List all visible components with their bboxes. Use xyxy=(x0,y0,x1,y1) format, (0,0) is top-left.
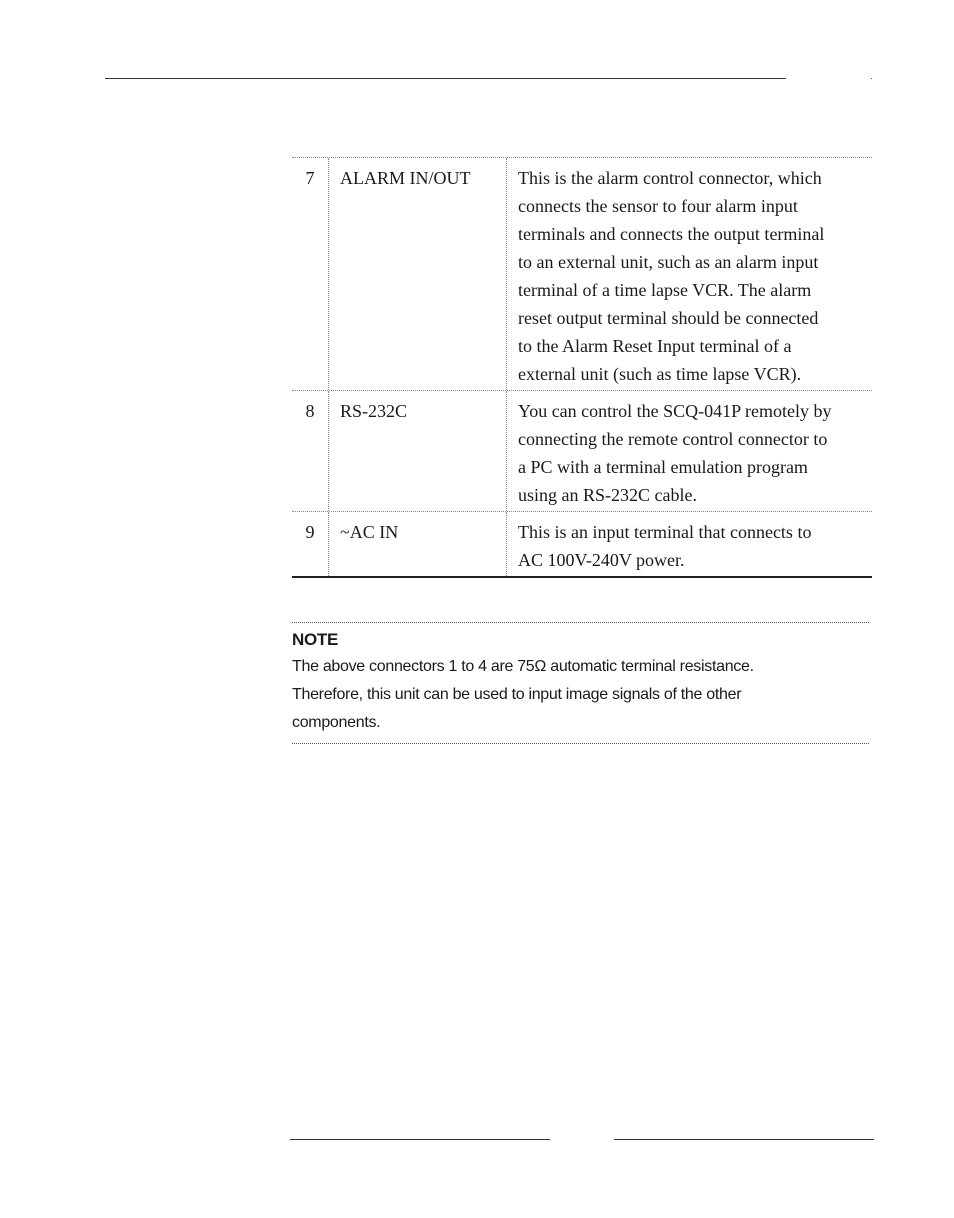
row-number: 9 xyxy=(292,512,329,576)
footer-rule-left xyxy=(290,1139,550,1140)
note-box xyxy=(292,622,869,744)
note-body: The above connectors 1 to 4 are 75Ω automatic terminal resistance. Therefore, this unit can be used to input image signals of the other components. xyxy=(292,658,754,731)
row-number: 7 xyxy=(292,158,329,390)
connector-table xyxy=(292,157,872,578)
connector-name: ~AC IN xyxy=(329,512,507,576)
connector-description: This is an input terminal that connects to AC 100V-240V power. xyxy=(518,522,812,570)
footer-rule-right xyxy=(614,1139,874,1140)
connector-description: This is the alarm control connector, which connects the sensor to four alarm input terminals and connects the output terminal to an external unit, such as an alarm input terminal of a time lapse VCR. The alarm reset output terminal should be connected to the Alarm Reset Input terminal of a external unit (such as time lapse VCR). xyxy=(518,168,825,384)
connector-name: RS-232C xyxy=(329,391,507,511)
table-row xyxy=(292,511,872,578)
row-number: 8 xyxy=(292,391,329,511)
table-row xyxy=(292,157,872,390)
note-title: NOTE xyxy=(292,630,339,649)
connector-name: ALARM IN/OUT xyxy=(329,158,507,390)
header-rule xyxy=(105,78,786,79)
table-row xyxy=(292,390,872,511)
connector-description: You can control the SCQ-041P remotely by connecting the remote control connector to a PC with a terminal emulation program using an RS-232C cable. xyxy=(518,401,832,505)
header-dot xyxy=(871,78,872,79)
